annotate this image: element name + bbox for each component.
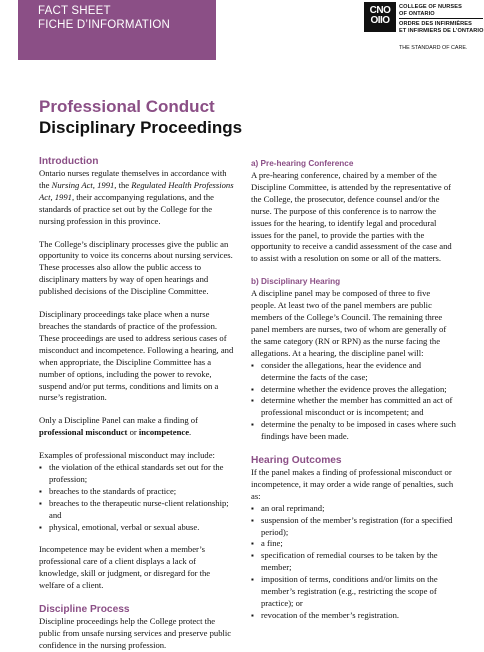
logo-divider bbox=[399, 18, 483, 19]
discipline-process-heading: Discipline Process bbox=[39, 604, 130, 616]
cno-logo bbox=[364, 2, 484, 62]
discipline-process-paragraph: Discipline proceedings help the College protect the public from unsafe nursing services and preserve public confidence in the nursing profession. bbox=[39, 616, 232, 650]
intro-p1-text-a: Ontario nurses regulate themselves in accordance with the bbox=[39, 168, 227, 190]
fact-sheet-banner bbox=[18, 0, 216, 60]
disciplinary-hearing-heading: b) Disciplinary Hearing bbox=[251, 277, 341, 287]
list-item: ▪ specification of remedial courses to be taken by the member; bbox=[251, 550, 456, 574]
nursing-act-title: Nursing Act, 1991 bbox=[51, 179, 115, 190]
college-name-line2: OF ONTARIO bbox=[399, 11, 435, 17]
list-item: ▪ the violation of the ethical standards set out for the profession; bbox=[39, 462, 234, 486]
standard-of-care-tagline: THE STANDARD OF CARE. bbox=[399, 45, 468, 51]
incompetence-term: incompetence bbox=[138, 427, 190, 438]
examples-intro: Examples of professional misconduct may include: bbox=[39, 450, 215, 461]
list-item: ▪ suspension of the member’s registration (for a specified period); bbox=[251, 515, 456, 539]
incompetence-paragraph: Incompetence may be evident when a member’s professional care of a client displays a lack of knowledge, skill or judgment, or disregard for the welfare of a client. bbox=[39, 544, 211, 591]
ordre-name-line2: ET INFIRMIERS DE L’ONTARIO bbox=[399, 28, 484, 34]
list-item: ▪ imposition of terms, conditions and/or limits on the member’s registration (e.g., restricting the scope of practice); or bbox=[251, 574, 456, 610]
intro-paragraph-1 bbox=[39, 168, 234, 228]
list-item: ▪ breaches to the standards of practice; bbox=[39, 486, 234, 498]
penalties-list bbox=[251, 503, 456, 622]
ordre-name-line1: ORDRE DES INFIRMIÈRES bbox=[399, 21, 472, 27]
intro-p1-text-c: , their accompanying regulations, and the standards of practice set out by the College for the nursing profession in this province. bbox=[39, 191, 214, 226]
professional-misconduct-term: professional misconduct bbox=[39, 427, 128, 438]
cno-logo-mark bbox=[364, 2, 396, 32]
fiche-information-label: FICHE D’INFORMATION bbox=[38, 19, 170, 31]
hearing-duties-list bbox=[251, 360, 456, 443]
page-title-disciplinary-proceedings: Disciplinary Proceedings bbox=[39, 118, 243, 137]
logo-mark-top: CNO bbox=[369, 5, 391, 16]
list-item: ▪ an oral reprimand; bbox=[251, 503, 456, 515]
list-item: ▪ revocation of the member’s registration. bbox=[251, 610, 456, 622]
intro-paragraph-4 bbox=[39, 415, 234, 439]
list-item: ▪ physical, emotional, verbal or sexual abuse. bbox=[39, 522, 234, 534]
pre-hearing-paragraph: A pre-hearing conference, chaired by a member of the Discipline Committee, is attended by the representative of the College, the prosecutor, defence counsel and/or the nurse. The purpose of this conference is to narrow the issues for the hearing, to identify legal and procedural issues for the panel, to provide the parties with the opportunity to receive a candid assessment of the case and to assist with a resolution on some or all of the matters. bbox=[251, 170, 452, 264]
disciplinary-hearing-paragraph: A discipline panel may be composed of three to five people. At least two of the panel members are public members of the College’s Council. The remaining three panel members are nurses, two of whom are generally of the same category (RN or RPN) as the nurse facing the allegations. At a hearing, the discipline panel will: bbox=[251, 288, 447, 358]
intro-paragraph-2: The College’s disciplinary processes give the public an opportunity to voice its concerns about nursing services. These processes also allow the public access to disciplinary matters by way of open hearings and published decisions of the Discipline Committee. bbox=[39, 238, 233, 297]
pre-hearing-heading: a) Pre-hearing Conference bbox=[251, 159, 354, 168]
rhpa-title: Regulated Health Professions Act, 1991 bbox=[39, 179, 234, 202]
intro-paragraph-3: Disciplinary proceedings take place when a nurse breaches the standards of practice of the profession. These proceedings are used to address serious cases of misconduct and incompetence. Following a hearing, and when appropriate, the Discipline Committee has a number of options, including the power to revoke, suspend and/or put terms, conditions and limits on a nurse’s registration. bbox=[39, 309, 234, 403]
right-column bbox=[251, 155, 456, 633]
logo-mark-bottom: OIIO bbox=[370, 15, 390, 26]
introduction-heading: Introduction bbox=[39, 156, 99, 167]
intro-p4-end: . bbox=[189, 427, 192, 438]
list-item: ▪ determine the penalty to be imposed in cases where such findings have been made. bbox=[251, 419, 456, 443]
intro-p4-or: or bbox=[127, 427, 139, 438]
left-column bbox=[39, 155, 234, 652]
intro-p4-text-a: Only a Discipline Panel can make a finding of bbox=[39, 415, 198, 426]
intro-p1-text-b: , the bbox=[114, 179, 132, 190]
page-title-professional-conduct: Professional Conduct bbox=[39, 97, 215, 116]
list-item: ▪ a fine; bbox=[251, 538, 456, 550]
list-item: ▪ breaches to the therapeutic nurse-client relationship; and bbox=[39, 498, 234, 522]
list-item: ▪ determine whether the member has committed an act of professional misconduct or is incompetent; and bbox=[251, 395, 456, 419]
college-name-line1: COLLEGE OF NURSES bbox=[399, 4, 462, 10]
misconduct-examples-list bbox=[39, 462, 234, 533]
fact-sheet-label: FACT SHEET bbox=[38, 5, 111, 17]
hearing-outcomes-heading: Hearing Outcomes bbox=[251, 455, 342, 467]
hearing-outcomes-paragraph: If the panel makes a finding of professional misconduct or incompetence, it may order a wide range of penalties, such as: bbox=[251, 467, 454, 501]
list-item: ▪ determine whether the evidence proves the allegation; bbox=[251, 384, 456, 396]
list-item: ▪ consider the allegations, hear the evidence and determine the facts of the case; bbox=[251, 360, 456, 384]
